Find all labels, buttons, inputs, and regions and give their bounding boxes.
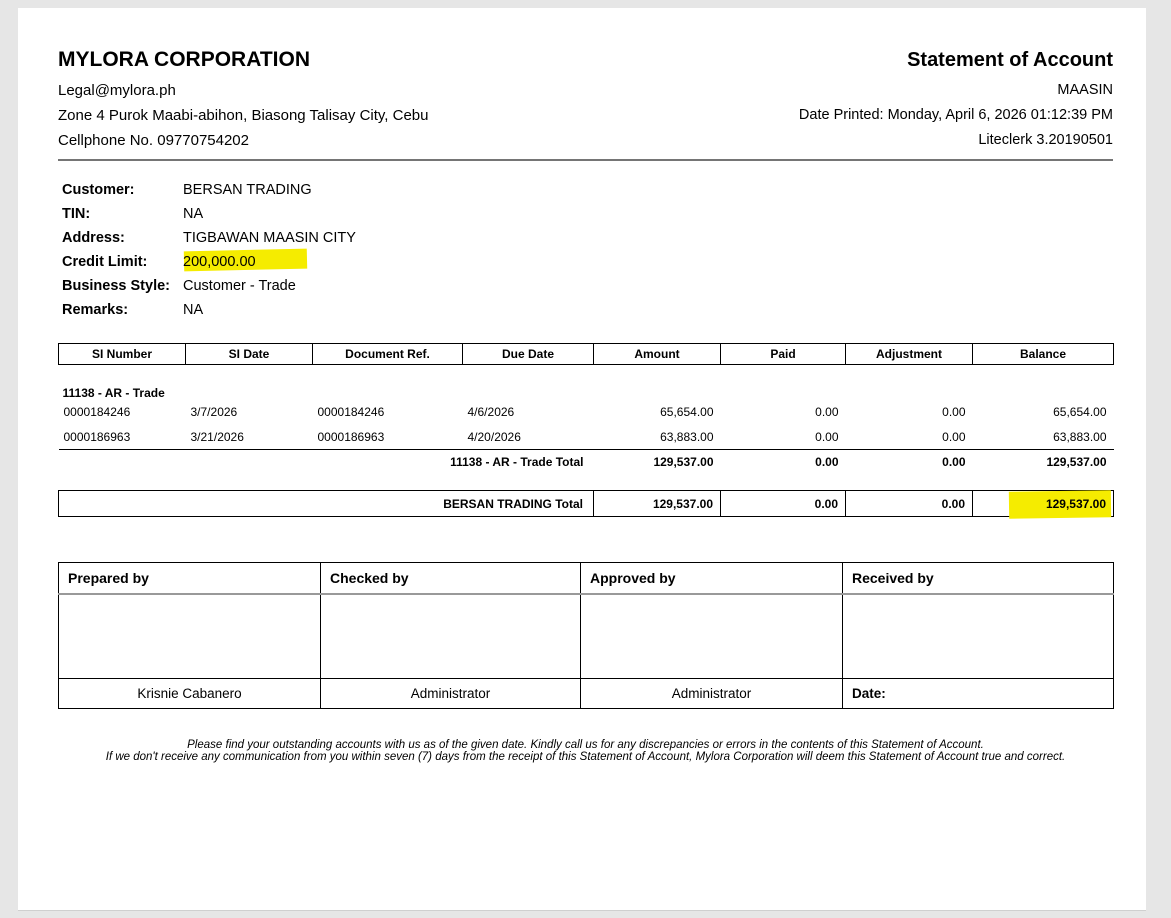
remarks-label: Remarks: [62, 302, 129, 318]
cell-si-number: 0000184246 [63, 405, 131, 419]
col-header-paid: Paid [721, 344, 846, 365]
account-group-row [59, 378, 1114, 400]
received-by-header: Received by [843, 563, 1114, 594]
group-total-label: 11138 - AR - Trade Total [59, 450, 594, 474]
tin-label: TIN: [62, 206, 91, 222]
group-total-row [59, 450, 1114, 474]
col-header-balance: Balance [973, 344, 1114, 365]
credit-limit-value: 200,000.00 [183, 254, 256, 270]
prepared-by-name: Krisnie Cabanero [59, 679, 321, 709]
address-value: TIGBAWAN MAASIN CITY [183, 230, 356, 246]
signature-table [58, 562, 1114, 709]
group-total-balance: 129,537.00 [973, 450, 1114, 474]
cell-due-date: 4/20/2026 [467, 429, 521, 444]
checked-by-header: Checked by [321, 563, 581, 594]
customer-row [62, 178, 762, 202]
company-email: Legal@mylora.ph [58, 82, 176, 99]
cell-si-date: 3/21/2026 [190, 429, 244, 444]
prepared-by-space [59, 594, 321, 679]
grand-total-paid: 0.00 [721, 491, 846, 517]
group-total-paid: 0.00 [721, 450, 846, 474]
cell-balance: 65,654.00 [1053, 405, 1107, 419]
grand-total-amount: 129,537.00 [594, 491, 721, 517]
remarks-row [62, 298, 762, 322]
footer-line-2: If we don't receive any communication from you within seven (7) days from the receipt of this Statement of Account, Mylora Corporation will deem this Statement of Account true and correct. [105, 751, 1066, 763]
header-divider [58, 159, 1113, 161]
cell-document-ref: 0000184246 [317, 405, 385, 419]
footer-note [58, 739, 1113, 763]
accounts-table [58, 343, 1114, 474]
grand-total-label: BERSAN TRADING Total [59, 491, 594, 517]
cell-adjustment: 0.00 [942, 429, 966, 444]
table-row [59, 400, 1114, 425]
date-label: Date: [843, 679, 1114, 709]
cell-amount: 65,654.00 [660, 405, 714, 419]
customer-label: Customer: [62, 182, 135, 198]
software-version: Liteclerk 3.20190501 [978, 132, 1113, 148]
cell-paid: 0.00 [815, 429, 839, 444]
col-header-document-ref: Document Ref. [313, 344, 463, 365]
cell-due-date: 4/6/2026 [467, 405, 515, 419]
company-name: MYLORA CORPORATION [58, 48, 310, 71]
document-title: Statement of Account [907, 49, 1113, 71]
cell-adjustment: 0.00 [942, 405, 966, 419]
customer-info-block [62, 178, 762, 322]
col-header-adjustment: Adjustment [846, 344, 973, 365]
remarks-value: NA [183, 302, 204, 318]
footer-line-1: Please find your outstanding accounts with us as of the given date. Kindly call us for any discrepancies or errors in the contents of this Statement of Account. [187, 739, 984, 751]
grand-total-row [59, 491, 1114, 517]
letterhead [58, 46, 1113, 153]
accounts-table-header-row [59, 344, 1114, 365]
col-header-si-number: SI Number [59, 344, 186, 365]
signature-names-row [59, 679, 1114, 709]
signature-space-row [59, 594, 1114, 679]
document-info [799, 46, 1113, 153]
grand-total-table [58, 490, 1114, 517]
address-row [62, 226, 762, 250]
business-style-value: Customer - Trade [183, 278, 296, 294]
cell-amount: 63,883.00 [660, 429, 714, 444]
spacer-row [59, 365, 1114, 378]
address-label: Address: [62, 230, 125, 246]
signature-header-row [59, 563, 1114, 594]
company-phone: Cellphone No. 09770754202 [58, 132, 249, 149]
prepared-by-header: Prepared by [59, 563, 321, 594]
date-printed: Date Printed: Monday, April 6, 2026 01:12:39 PM [798, 107, 1113, 123]
branch-name: MAASIN [1057, 82, 1113, 98]
credit-limit-label: Credit Limit: [62, 254, 148, 270]
customer-value: BERSAN TRADING [183, 182, 312, 198]
col-header-due-date: Due Date [463, 344, 594, 365]
cell-paid: 0.00 [815, 405, 839, 419]
cell-balance: 63,883.00 [1053, 429, 1107, 444]
account-group-label: 11138 - AR - Trade [62, 385, 165, 400]
approved-by-name: Administrator [581, 679, 843, 709]
business-style-row [62, 274, 762, 298]
col-header-si-date: SI Date [186, 344, 313, 365]
col-header-amount: Amount [594, 344, 721, 365]
grand-total-balance-cell [973, 491, 1114, 517]
checked-by-space [321, 594, 581, 679]
group-total-amount: 129,537.00 [594, 450, 721, 474]
cell-si-date: 3/7/2026 [190, 405, 238, 419]
credit-limit-row [62, 250, 762, 274]
table-row [59, 425, 1114, 450]
grand-total-balance: 129,537.00 [1045, 496, 1106, 511]
company-info [58, 46, 428, 153]
tin-value: NA [183, 206, 204, 222]
approved-by-header: Approved by [581, 563, 843, 594]
cell-document-ref: 0000186963 [317, 429, 385, 444]
tin-row [62, 202, 762, 226]
company-address: Zone 4 Purok Maabi-abihon, Biasong Talisay City, Cebu [58, 107, 429, 124]
document-page [18, 8, 1146, 911]
group-total-adjustment: 0.00 [846, 450, 973, 474]
checked-by-name: Administrator [321, 679, 581, 709]
business-style-label: Business Style: [62, 278, 170, 294]
received-by-space [843, 594, 1114, 679]
grand-total-adjustment: 0.00 [846, 491, 973, 517]
approved-by-space [581, 594, 843, 679]
cell-si-number: 0000186963 [63, 429, 131, 444]
